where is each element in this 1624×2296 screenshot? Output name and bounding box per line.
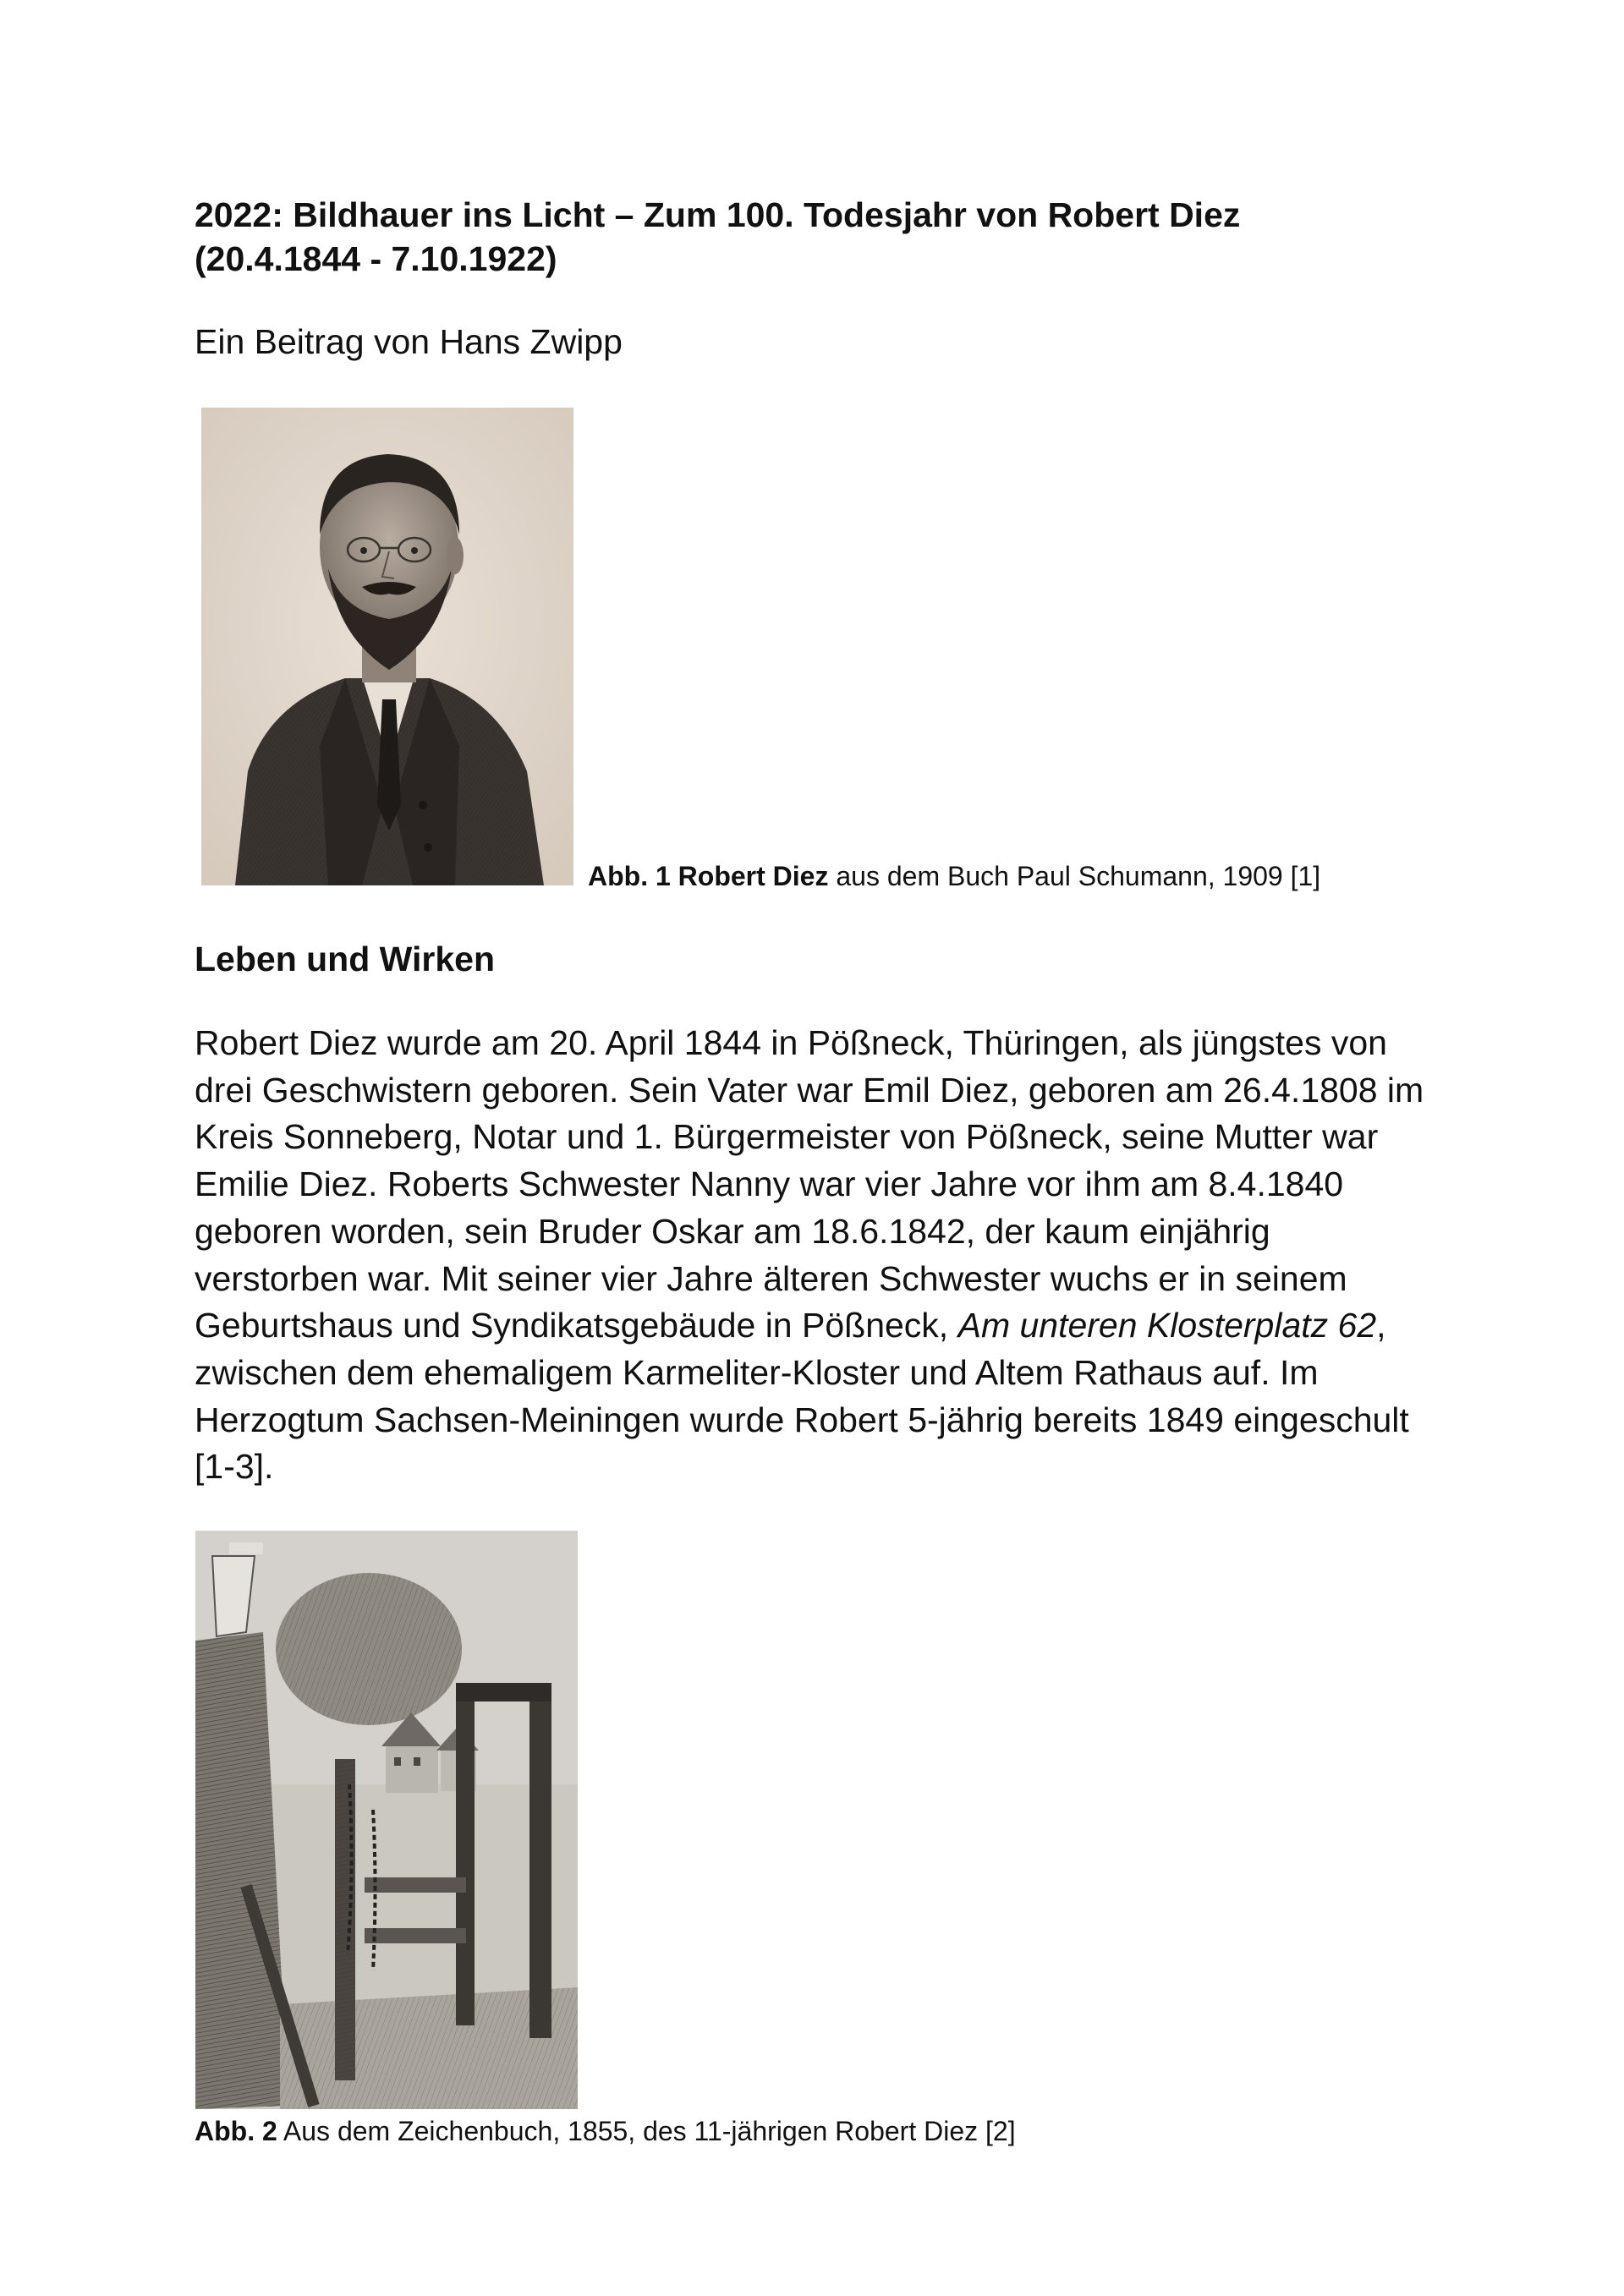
document-title [195, 193, 1463, 281]
figure-1-subject: Robert Diez [678, 861, 829, 891]
body-line-text: , [1376, 1306, 1386, 1345]
author-byline: Ein Beitrag von Hans Zwipp [195, 322, 623, 361]
portrait-image [201, 408, 573, 885]
body-paragraph [195, 1020, 1463, 1491]
sketch-image [195, 1531, 578, 2109]
body-line: [1-3]. [195, 1447, 274, 1487]
title-line-2: (20.4.1844 - 7.10.1922) [195, 239, 557, 278]
body-line: drei Geschwistern geboren. Sein Vater war Emil Diez, geboren am 26.4.1808 im [195, 1070, 1424, 1110]
body-line: Emilie Diez. Roberts Schwester Nanny war vier Jahre vor ihm am 8.4.1840 [195, 1164, 1344, 1204]
figure-1-caption-text: aus dem Buch Paul Schumann, 1909 [1] [828, 861, 1321, 891]
title-line-1: 2022: Bildhauer ins Licht – Zum 100. Todesjahr von Robert Diez [195, 195, 1241, 234]
body-line: Kreis Sonneberg, Notar und 1. Bürgermeister von Pößneck, seine Mutter war [195, 1117, 1379, 1157]
body-line [195, 1302, 1463, 1350]
figure-2-caption-text: Aus dem Zeichenbuch, 1855, des 11-jährigen Robert Diez [2] [277, 2116, 1016, 2146]
figure-2-label: Abb. 2 [195, 2116, 277, 2146]
figure-1-caption [588, 859, 1320, 893]
body-line: Robert Diez wurde am 20. April 1844 in Pößneck, Thüringen, als jüngstes von [195, 1023, 1387, 1062]
address-italic: Am unteren Klosterplatz 62 [957, 1306, 1377, 1345]
body-line: verstorben war. Mit seiner vier Jahre älteren Schwester wuchs er in seinem [195, 1258, 1347, 1298]
body-line: Herzogtum Sachsen-Meiningen wurde Robert 5-jährig bereits 1849 eingeschult [195, 1400, 1409, 1439]
body-line-text: Geburtshaus und Syndikatsgebäude in Pößneck, [195, 1306, 958, 1345]
section-heading: Leben und Wirken [195, 940, 495, 978]
body-line: geboren worden, sein Bruder Oskar am 18.6.1842, der kaum einjährig [195, 1211, 1270, 1251]
body-line: zwischen dem ehemaligem Karmeliter-Kloster und Altem Rathaus auf. Im [195, 1352, 1319, 1392]
figure-1-label: Abb. 1 [588, 861, 671, 891]
figure-2-caption [195, 2114, 1016, 2148]
